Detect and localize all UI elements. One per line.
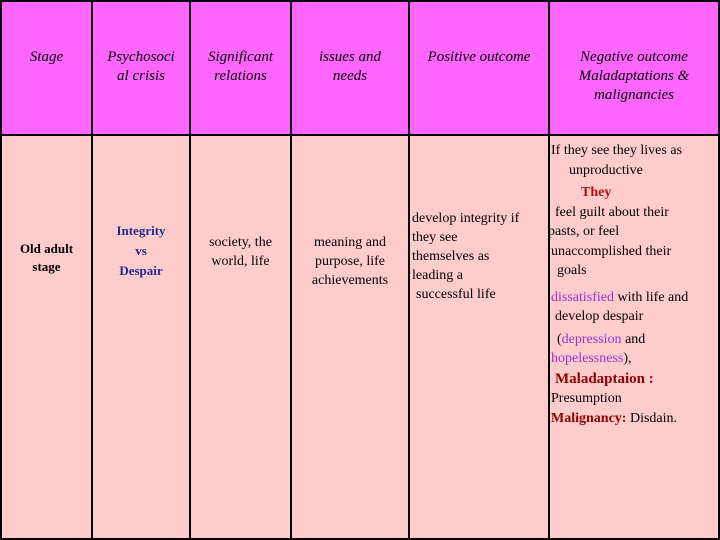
cell-issues: meaning and purpose, life achievements	[311, 235, 389, 288]
header-psychosocial-crisis: Psychosoci al crisis	[107, 49, 175, 84]
header-significant-relations: Significant relations	[208, 49, 273, 84]
header-positive-outcome: Positive outcome	[427, 49, 531, 65]
cell-stage: Old adult stage	[19, 241, 74, 274]
header-issues-needs: issues and needs	[318, 49, 382, 84]
cell-relations: society, the world, life	[209, 235, 272, 269]
header-stage: Stage	[29, 49, 64, 65]
cell-positive-outcome: develop integrity if they see themselves as leading a successful life	[412, 211, 520, 302]
cell-crisis: Integrity vs Despair	[116, 223, 166, 278]
malignancy-label: Malignancy:	[551, 410, 627, 426]
hopelessness-text: hopelessness	[551, 351, 624, 366]
cell-negative-outcome: If they see they lives as unproductive They feel guilt about their pasts, or feel unaccomplished their goals dissatisfied with life and develop despair (depression and hopelessness), Maladaptaion : Presumption Malignancy: Disdain.	[551, 141, 718, 428]
maladaptation-label: Maladaptaion :	[555, 370, 654, 387]
depression-text: depression	[561, 331, 622, 347]
dissatisfied-text: dissatisfied	[551, 289, 614, 305]
header-negative-outcome: Negative outcome Maladaptations & malignancies	[578, 49, 690, 103]
they-label: They	[581, 185, 612, 200]
